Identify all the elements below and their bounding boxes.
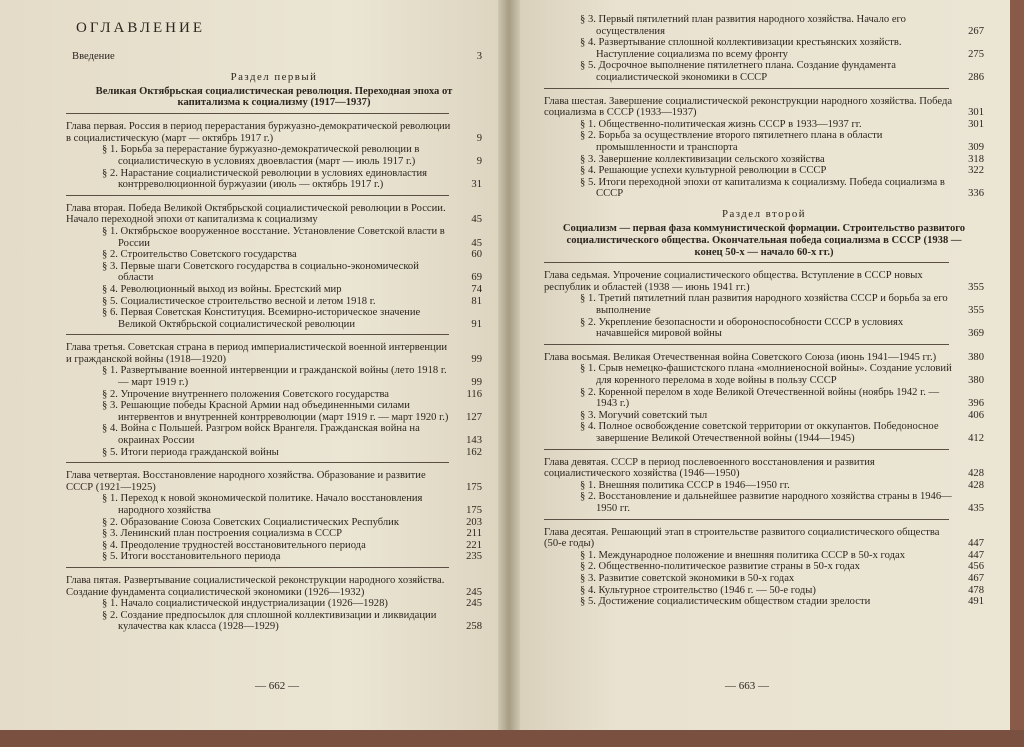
toc-section-entry[interactable] [66, 493, 482, 516]
part-heading: Раздел второй [721, 207, 807, 220]
toc-page-number: 406 [968, 409, 984, 421]
toc-page-number: 380 [968, 351, 984, 363]
toc-entry-text: § 5. Итоги переходной эпохи от капитализма к социализму. Победа социализма в СССР [580, 176, 945, 200]
toc-section-entry[interactable] [66, 400, 482, 423]
toc-entry-text: § 3. Могучий советский тыл [580, 409, 708, 421]
toc-entry-text: § 3. Развитие советской экономики в 50-х годах [580, 572, 795, 584]
toc-entry-text: § 2. Восстановление и дальнейшее развитие народного хозяйства страны в 1946—1950 гг. [580, 491, 952, 514]
toc-entry-text: § 1. Третий пятилетний план развития народного хозяйства СССР и борьба за его выполнение [580, 293, 948, 317]
toc-page-number: 91 [471, 318, 482, 330]
toc-page-number: 235 [466, 551, 482, 563]
toc-chapter-entry[interactable] [66, 575, 482, 598]
toc-entry-text: § 1. Срыв немецко-фашистского плана «молниеносной войны». Создание условий для коренного перелома в ходе войны в пользу СССР [580, 363, 952, 387]
toc-section-entry[interactable] [544, 491, 984, 514]
toc-chapter-entry[interactable] [66, 121, 482, 144]
chapter-divider [66, 567, 449, 568]
toc-entry-text: § 5. Итоги периода гражданской войны [102, 446, 279, 458]
toc-page-number: 322 [968, 165, 984, 177]
chapter-divider [544, 262, 949, 263]
toc-page-number: 81 [471, 295, 482, 307]
toc-entry-text: § 4. Культурное строительство (1946 г. — 50-е годы) [580, 584, 816, 596]
toc-entry-text: § 1. Октябрьское вооруженное восстание. Установление Советской власти в России [102, 225, 445, 249]
toc-title: ОГЛАВЛЕНИЕ [76, 20, 205, 36]
toc-page-number: 99 [471, 353, 482, 365]
toc-entry-text: § 5. Итоги восстановительного периода [102, 551, 281, 563]
toc-entry-text: § 2. Борьба за осуществление второго пятилетнего плана в области промышленности и транспорта [580, 130, 883, 153]
toc-entry-text: § 3. Решающие победы Красной Армии над объединенными силами интервентов и внутренней контрреволюции (март 1919 г. — март 1920 г.) [102, 400, 449, 423]
toc-entry-text: § 1. Общественно-политическая жизнь СССР в 1933—1937 гг. [580, 118, 862, 130]
toc-page-number: 435 [968, 502, 984, 514]
toc-page-number: 428 [968, 468, 984, 480]
page-number-footer: — 662 — [255, 680, 299, 692]
toc-entry-text: § 2. Строительство Советского государства [102, 249, 297, 261]
toc-entry-text: Глава восьмая. Великая Отечественная война Советского Союза (июнь 1941—1945 гг.) [544, 351, 937, 363]
toc-section-entry[interactable] [66, 226, 482, 249]
toc-section-entry[interactable] [544, 550, 984, 562]
toc-entry-text: Глава первая. Россия в период перерастания буржуазно-демократической революции в социалистическую (март — октябрь 1917 г.) [66, 121, 451, 144]
toc-entry-text: Глава пятая. Развертывание социалистической реконструкции народного хозяйства. Создание фундамента социалистической экономики (1926—1932) [66, 574, 445, 598]
toc-page-number: 143 [466, 435, 482, 447]
toc-page-number: 45 [471, 237, 482, 249]
toc-section-entry[interactable] [66, 447, 482, 459]
toc-section-entry[interactable] [66, 249, 482, 261]
toc-entry-text: § 2. Образование Союза Советских Социалистических Республик [102, 516, 399, 528]
toc-section-entry[interactable] [544, 410, 984, 422]
chapter-divider [66, 195, 449, 196]
toc-section-entry[interactable] [66, 365, 482, 388]
toc-section-entry[interactable] [544, 119, 984, 131]
toc-page-number: 45 [471, 214, 482, 226]
toc-page-number: 9 [476, 155, 482, 167]
toc-entry-text: § 3. Первый пятилетний план развития народного хозяйства. Начало его осуществления [580, 14, 906, 37]
toc-section-entry[interactable] [66, 296, 482, 308]
toc-page-number: 428 [968, 479, 984, 491]
toc-page-number: 355 [968, 305, 984, 317]
toc-page-number: 301 [968, 107, 984, 119]
right-page [520, 0, 1010, 730]
toc-page-number: 467 [968, 572, 984, 584]
toc-page-number: 9 [476, 132, 482, 144]
toc-page-number: 258 [466, 621, 482, 633]
toc-entry-text: § 2. Общественно-политическое развитие страны в 50-х годах [580, 561, 860, 573]
toc-entry-text: Глава третья. Советская страна в период империалистической военной интервенции и гражданской войны (1918—1920) [66, 342, 448, 365]
toc-page-number: 301 [968, 118, 984, 130]
chapter-divider [544, 88, 949, 89]
toc-page-number: 380 [968, 375, 984, 387]
cover-edge [0, 730, 1024, 747]
toc-page-number: 369 [968, 328, 984, 340]
toc-page-number: 221 [466, 539, 482, 551]
toc-section-entry[interactable] [544, 596, 984, 608]
toc-page-number: 3 [476, 51, 482, 62]
toc-entry-text: § 6. Первая Советская Конституция. Всемирно-историческое значение Великой Октябрьской социалистической революции [102, 307, 421, 330]
chapter-divider [66, 462, 449, 463]
toc-section-entry[interactable] [66, 307, 482, 330]
toc-section-entry[interactable] [544, 37, 984, 60]
toc-section-entry[interactable] [544, 60, 984, 83]
toc-page-number: 203 [466, 516, 482, 528]
toc-section-entry[interactable] [66, 610, 482, 633]
toc-entry-text: Глава седьмая. Упрочение социалистического общества. Вступление в СССР новых республик и областей (1938 — июнь 1941 гг.) [544, 270, 923, 293]
toc-entry-text: § 2. Коренной перелом в ходе Великой Отечественной войны (ноябрь 1942 г. — 1943 г.) [580, 386, 940, 410]
toc-section-entry[interactable] [66, 261, 482, 284]
toc-entry-text: § 3. Завершение коллективизации сельского хозяйства [580, 153, 825, 165]
toc-entry-text: § 1. Развертывание военной интервенции и гражданской войны (лето 1918 г. — март 1919 г.) [102, 365, 447, 389]
toc-entry-text: § 1. Начало социалистической индустриализации (1926—1928) [102, 598, 388, 610]
toc-chapter-entry[interactable] [66, 342, 482, 365]
toc-chapter-entry[interactable] [66, 470, 482, 493]
toc-entry-text: § 4. Полное освобождение советской территории от оккупантов. Победоносное завершение Великой Отечественной войны (1944—1945) [580, 421, 939, 445]
toc-section-entry[interactable] [66, 540, 482, 552]
chapter-divider [66, 334, 449, 335]
toc-page-number: 412 [968, 433, 984, 445]
toc-section-entry[interactable] [544, 154, 984, 166]
toc-page-number: 175 [466, 505, 482, 516]
toc-chapter-entry[interactable] [544, 270, 984, 293]
toc-page-number: 447 [968, 549, 984, 561]
toc-section-entry[interactable] [544, 130, 984, 153]
toc-entry-text: § 4. Война с Польшей. Разгром войск Врангеля. Гражданская война на окраинах России [102, 423, 420, 447]
toc-page-number: 116 [466, 388, 482, 400]
toc-entry-text: § 1. Переход к новой экономической политике. Начало восстановления народного хозяйства [102, 493, 423, 516]
toc-page-number: 336 [968, 188, 984, 200]
toc-entry-text: § 5. Досрочное выполнение пятилетнего плана. Создание фундамента социалистической экономики в СССР [580, 60, 896, 83]
toc-page-number: 286 [968, 71, 984, 83]
toc-section-entry[interactable] [544, 317, 984, 340]
toc-section-entry[interactable] [544, 585, 984, 597]
toc-section-entry[interactable] [66, 551, 482, 563]
toc-entry-text: § 2. Укрепление безопасности и обороноспособности СССР в условиях начавшейся мировой войны [580, 316, 904, 340]
toc-page-number: 245 [466, 598, 482, 610]
toc-section-entry[interactable] [544, 421, 984, 444]
toc-chapter-entry[interactable] [544, 96, 984, 119]
toc-list [544, 262, 984, 607]
toc-entry-text: § 3. Первые шаги Советского государства в социально-экономической области [102, 260, 419, 284]
toc-section-entry[interactable] [66, 423, 482, 446]
toc-page-number: 478 [968, 584, 984, 596]
toc-entry-text: Введение [72, 51, 115, 62]
toc-chapter-entry[interactable] [544, 457, 984, 480]
page-number-footer: — 663 — [725, 680, 769, 692]
book-spine [498, 0, 520, 730]
toc-list [66, 113, 482, 633]
chapter-divider [544, 344, 949, 345]
toc-page-number: 99 [471, 377, 482, 389]
toc-page-number: 447 [968, 538, 984, 550]
toc-page-number: 318 [968, 153, 984, 165]
part-description: Великая Октябрьская социалистическая революция. Переходная эпоха от капитализма к социализму (1917—1937) [95, 85, 453, 109]
toc-section-entry[interactable] [544, 561, 984, 573]
toc-section-entry[interactable] [66, 528, 482, 540]
toc-entry-text: § 1. Международное положение и внешняя политика СССР в 50-х годах [580, 549, 905, 561]
toc-section-entry[interactable] [66, 168, 482, 191]
toc-chapter-entry[interactable] [66, 203, 482, 226]
toc-section-entry[interactable] [544, 177, 984, 200]
toc-page-number: 267 [968, 25, 984, 37]
toc-page-number: 60 [471, 249, 482, 261]
toc-section-entry[interactable] [66, 144, 482, 167]
toc-section-entry[interactable] [66, 389, 482, 401]
toc-section-entry[interactable] [544, 387, 984, 410]
toc-entry-text: § 5. Социалистическое строительство весной и летом 1918 г. [102, 295, 376, 307]
part-description: Социализм — первая фаза коммунистической формации. Строительство развитого социалистического общества. Окончательная победа социализма в СССР (1938 — конец 50-х — начало 60-х гг.) [562, 222, 966, 258]
toc-page-number: 491 [968, 596, 984, 608]
toc-entry-text: Глава шестая. Завершение социалистической реконструкции народного хозяйства. Победа социализма в СССР (1933—1937) [544, 95, 953, 119]
toc-chapter-entry[interactable] [544, 527, 984, 550]
toc-page-number: 309 [968, 141, 984, 153]
toc-page-number: 175 [466, 481, 482, 493]
toc-entry-text: § 2. Нарастание социалистической революции в условиях единовластия контрреволюционной буржуазии (июль — октябрь 1917 г.) [102, 167, 428, 191]
toc-section-entry[interactable] [544, 293, 984, 316]
toc-entry-text: Глава вторая. Победа Великой Октябрьской социалистической революции в России. Начало переходной эпохи от капитализма к социализму [66, 202, 446, 226]
toc-section-entry[interactable] [544, 573, 984, 585]
toc-section-entry[interactable] [66, 598, 482, 610]
toc-section-entry[interactable] [66, 517, 482, 529]
toc-entry-text: § 1. Внешняя политика СССР в 1946—1950 гг. [580, 479, 790, 491]
toc-entry-text: § 5. Достижение социалистическим обществом стадии зрелости [580, 596, 871, 608]
toc-entry-text: § 4. Революционный выход из войны. Брестский мир [102, 283, 342, 295]
toc-entry-text: § 4. Развертывание сплошной коллективизации крестьянских хозяйств. Наступление социализма по всему фронту [580, 37, 902, 60]
toc-section-entry[interactable] [544, 14, 984, 37]
toc-page-number: 74 [471, 283, 482, 295]
cover-edge [1010, 0, 1024, 747]
toc-page-number: 31 [471, 179, 482, 191]
toc-section-entry[interactable] [66, 284, 482, 296]
toc-intro[interactable] [72, 51, 482, 63]
toc-page-number: 456 [968, 561, 984, 573]
toc-section-entry[interactable] [544, 165, 984, 177]
toc-page-number: 355 [968, 281, 984, 293]
part-heading: Раздел первый [230, 70, 318, 83]
toc-page-number: 275 [968, 48, 984, 60]
toc-entry-text: § 4. Решающие успехи культурной революции в СССР [580, 165, 827, 177]
toc-entry-text: § 3. Ленинский план построения социализма в СССР [102, 528, 342, 540]
toc-page-number: 245 [466, 586, 482, 598]
chapter-divider [544, 519, 949, 520]
toc-entry-text: § 2. Упрочение внутреннего положения Советского государства [102, 388, 390, 400]
toc-entry-text: Глава девятая. СССР в период послевоенного восстановления и развития социалистического хозяйства (1946—1950) [544, 456, 875, 480]
chapter-divider [544, 449, 949, 450]
toc-page-number: 127 [466, 411, 482, 423]
toc-entry-text: § 1. Борьба за перерастание буржуазно-демократической революции в социалистическую в условиях двоевластия (март — июль 1917 г.) [102, 144, 420, 167]
toc-page-number: 396 [968, 398, 984, 410]
toc-entry-text: § 2. Создание предпосылок для сплошной коллективизации и ликвидации кулачества как класса (1928—1929) [102, 609, 437, 633]
toc-page-number: 69 [471, 272, 482, 284]
toc-entry-text: Глава десятая. Решающий этап в строительстве развитого социалистического общества (50-е годы) [544, 526, 940, 550]
toc-section-entry[interactable] [544, 363, 984, 386]
toc-entry-text: § 4. Преодоление трудностей восстановительного периода [102, 539, 366, 551]
toc-page-number: 211 [466, 528, 482, 540]
toc-page-number: 162 [466, 446, 482, 458]
toc-list [544, 14, 984, 200]
toc-section-entry[interactable] [544, 480, 984, 492]
toc-entry-text: Глава четвертая. Восстановление народного хозяйства. Образование и развитие СССР (1921—1925) [66, 470, 426, 493]
toc-chapter-entry[interactable] [544, 352, 984, 364]
left-page [0, 0, 498, 730]
chapter-divider [66, 113, 449, 114]
